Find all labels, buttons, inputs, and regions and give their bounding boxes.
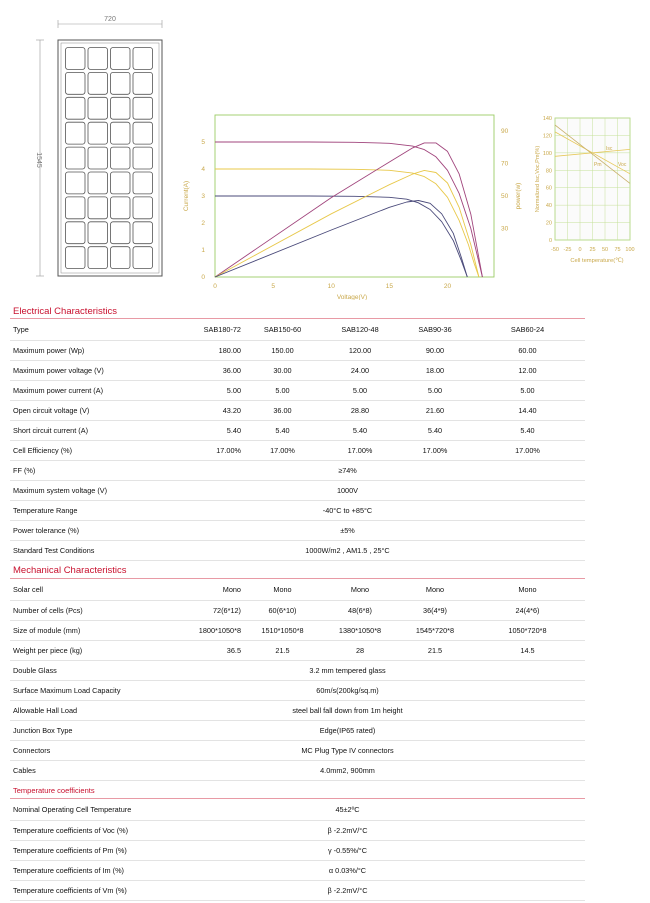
row-value: Mono bbox=[400, 580, 470, 600]
row-value: 5.40 bbox=[170, 420, 245, 440]
module-cell bbox=[66, 72, 86, 94]
iv-y-tick-label: 3 bbox=[201, 193, 205, 200]
module-cell bbox=[133, 247, 153, 269]
electrical-section-title: Electrical Characteristics bbox=[13, 306, 117, 317]
module-cell bbox=[111, 172, 131, 194]
module-cell bbox=[66, 197, 86, 219]
row-label: Maximum system voltage (V) bbox=[10, 480, 170, 500]
iv-x-label: Voltage(V) bbox=[336, 294, 368, 300]
module-cell bbox=[66, 247, 86, 269]
temp-line-label-voc: Voc bbox=[618, 162, 627, 168]
row-value: 1545*720*8 bbox=[400, 620, 470, 640]
row-value: 60(6*10) bbox=[245, 600, 320, 620]
iv-x-tick-label: 10 bbox=[327, 283, 335, 290]
row-label: Cables bbox=[10, 760, 170, 780]
row-label: Power tolerance (%) bbox=[10, 520, 170, 540]
row-label: Temperature coefficients of Voc (%) bbox=[10, 820, 170, 840]
module-cell bbox=[66, 122, 86, 144]
module-cell bbox=[66, 222, 86, 244]
row-value: 24(4*6) bbox=[470, 600, 585, 620]
temp-x-tick-label: 0 bbox=[578, 247, 582, 253]
module-cell bbox=[133, 72, 153, 94]
electrical-table bbox=[10, 320, 585, 561]
row-label: Maximum power current (A) bbox=[10, 380, 170, 400]
temp-y-tick-label: 40 bbox=[545, 203, 552, 210]
table-row bbox=[10, 320, 585, 340]
module-cell bbox=[88, 172, 108, 194]
module-drawing bbox=[35, 16, 162, 276]
module-cell bbox=[88, 122, 108, 144]
iv-y2-tick-label: 70 bbox=[501, 160, 509, 168]
module-cell bbox=[111, 247, 131, 269]
table-row bbox=[10, 580, 585, 600]
row-label: Surface Maximum Load Capacity bbox=[10, 680, 170, 700]
row-value: 1380*1050*8 bbox=[320, 620, 400, 640]
row-value: 5.00 bbox=[245, 380, 320, 400]
row-value: 36.00 bbox=[170, 360, 245, 380]
row-value-span: 1000V bbox=[170, 480, 470, 500]
row-value: 36(4*9) bbox=[400, 600, 470, 620]
row-value: 28.80 bbox=[320, 400, 400, 420]
row-label: Cell Efficiency (%) bbox=[10, 440, 170, 460]
iv-y-tick-label: 4 bbox=[201, 166, 205, 173]
temp-y-tick-label: 20 bbox=[545, 220, 552, 227]
row-spacer bbox=[470, 480, 585, 500]
row-value: Mono bbox=[170, 580, 245, 600]
row-value: SAB90-36 bbox=[400, 320, 470, 340]
row-value: 5.40 bbox=[245, 420, 320, 440]
row-value-span: γ -0.55%/°C bbox=[170, 840, 470, 860]
module-cell bbox=[133, 97, 153, 119]
row-value: 17.00% bbox=[470, 440, 585, 460]
module-cell bbox=[88, 72, 108, 94]
row-value: 30.00 bbox=[245, 360, 320, 380]
row-value-span: ±5% bbox=[170, 520, 470, 540]
row-value: 12.00 bbox=[470, 360, 585, 380]
row-label: Maximum power (Wp) bbox=[10, 340, 170, 360]
module-cell bbox=[88, 222, 108, 244]
figures-svg bbox=[0, 0, 650, 300]
iv-y-tick-label: 1 bbox=[201, 247, 205, 254]
module-frame bbox=[58, 40, 162, 276]
module-cell bbox=[66, 172, 86, 194]
row-value: 5.00 bbox=[470, 380, 585, 400]
table-row bbox=[10, 700, 585, 720]
module-cell bbox=[88, 147, 108, 169]
mechanical-section-rule bbox=[10, 578, 585, 579]
row-value: 1510*1050*8 bbox=[245, 620, 320, 640]
electrical-section-rule bbox=[10, 318, 585, 319]
module-cell bbox=[111, 72, 131, 94]
temperature-section-rule bbox=[10, 798, 585, 799]
iv-y-left-label: Current(A) bbox=[183, 180, 190, 212]
row-label: Allowable Hall Load bbox=[10, 700, 170, 720]
mechanical-section-title: Mechanical Characteristics bbox=[13, 565, 127, 576]
temp-line-label-isc: Isc bbox=[606, 146, 613, 152]
iv-x-tick-label: 0 bbox=[213, 283, 217, 290]
table-row bbox=[10, 500, 585, 520]
table-row bbox=[10, 600, 585, 620]
height-dimension-label: 1545 bbox=[35, 152, 42, 168]
module-cell bbox=[111, 222, 131, 244]
row-spacer bbox=[470, 680, 585, 700]
row-label: Temperature coefficients of Im (%) bbox=[10, 860, 170, 880]
row-value: 21.60 bbox=[400, 400, 470, 420]
iv-y-tick-label: 0 bbox=[201, 274, 205, 281]
table-row bbox=[10, 660, 585, 680]
temp-x-tick-label: 25 bbox=[589, 247, 596, 253]
row-spacer bbox=[470, 740, 585, 760]
table-row bbox=[10, 420, 585, 440]
temp-y-tick-label: 80 bbox=[545, 168, 552, 175]
table-row bbox=[10, 440, 585, 460]
module-cell bbox=[88, 197, 108, 219]
row-value: 90.00 bbox=[400, 340, 470, 360]
module-cell bbox=[111, 197, 131, 219]
iv-x-tick-label: 15 bbox=[385, 283, 393, 290]
figures-area bbox=[0, 0, 650, 300]
row-value: SAB120-48 bbox=[320, 320, 400, 340]
row-value-span: -40°C to +85°C bbox=[170, 500, 470, 520]
row-spacer bbox=[470, 500, 585, 520]
module-cell bbox=[111, 147, 131, 169]
module-cell bbox=[88, 48, 108, 70]
table-row bbox=[10, 680, 585, 700]
pv-curve bbox=[215, 201, 467, 278]
row-value-span: β -2.2mV/°C bbox=[170, 820, 470, 840]
iv-y2-tick-label: 90 bbox=[501, 128, 509, 136]
row-label: FF (%) bbox=[10, 460, 170, 480]
row-value-span: 3.2 mm tempered glass bbox=[170, 660, 470, 680]
row-value: Mono bbox=[245, 580, 320, 600]
table-row bbox=[10, 620, 585, 640]
row-label: Junction Box Type bbox=[10, 720, 170, 740]
row-value: 17.00% bbox=[245, 440, 320, 460]
table-row bbox=[10, 720, 585, 740]
row-value-span: α 0.03%/°C bbox=[170, 860, 470, 880]
row-spacer bbox=[470, 660, 585, 680]
row-value-span: MC Plug Type IV connectors bbox=[170, 740, 470, 760]
table-row bbox=[10, 520, 585, 540]
iv-y-right-label: power(w) bbox=[515, 182, 522, 210]
module-cell bbox=[111, 97, 131, 119]
row-value-span: ≥74% bbox=[170, 460, 470, 480]
row-label: Double Glass bbox=[10, 660, 170, 680]
row-label: Number of cells (Pcs) bbox=[10, 600, 170, 620]
table-row bbox=[10, 640, 585, 660]
temperature-section-title: Temperature coefficients bbox=[13, 786, 95, 795]
table-row bbox=[10, 380, 585, 400]
row-spacer bbox=[470, 720, 585, 740]
row-label: Standard Test Conditions bbox=[10, 540, 170, 560]
temp-line-label-pm: Pm bbox=[594, 162, 602, 168]
row-value: 150.00 bbox=[245, 340, 320, 360]
module-cell bbox=[88, 97, 108, 119]
iv-y-tick-label: 2 bbox=[201, 220, 205, 227]
row-spacer bbox=[470, 540, 585, 560]
row-label: Nominal Operating Cell Temperature bbox=[10, 800, 170, 820]
mechanical-table bbox=[10, 580, 585, 781]
row-value-span: 60m/s(200kg/sq.m) bbox=[170, 680, 470, 700]
iv-pv-chart bbox=[183, 115, 522, 300]
row-value: 17.00% bbox=[400, 440, 470, 460]
table-row bbox=[10, 540, 585, 560]
iv-y-tick-label: 5 bbox=[201, 139, 205, 146]
row-value: 18.00 bbox=[400, 360, 470, 380]
module-cell bbox=[66, 147, 86, 169]
table-row bbox=[10, 360, 585, 380]
row-value-span: 1000W/m2 , AM1.5 , 25°C bbox=[170, 540, 470, 560]
iv-x-tick-label: 5 bbox=[271, 283, 275, 290]
module-cell bbox=[133, 122, 153, 144]
table-row bbox=[10, 880, 585, 900]
iv-curve bbox=[215, 142, 482, 277]
iv-y2-tick-label: 30 bbox=[501, 225, 509, 233]
module-cell bbox=[111, 48, 131, 70]
temperature-table bbox=[10, 800, 585, 901]
table-row bbox=[10, 480, 585, 500]
row-label: Short circuit current (A) bbox=[10, 420, 170, 440]
row-value: 5.00 bbox=[320, 380, 400, 400]
row-label: Weight per piece (kg) bbox=[10, 640, 170, 660]
table-row bbox=[10, 800, 585, 820]
temp-x-tick-label: -50 bbox=[551, 247, 559, 253]
row-value: 180.00 bbox=[170, 340, 245, 360]
temperature-chart bbox=[535, 116, 635, 264]
row-label: Open circuit voltage (V) bbox=[10, 400, 170, 420]
temp-y-tick-label: 140 bbox=[542, 116, 552, 122]
module-cell bbox=[133, 147, 153, 169]
row-value: 36.00 bbox=[245, 400, 320, 420]
row-value: SAB60-24 bbox=[470, 320, 585, 340]
iv-y2-tick-label: 50 bbox=[501, 193, 509, 200]
width-dimension-label: 720 bbox=[104, 16, 116, 23]
temp-y-tick-label: 60 bbox=[545, 185, 552, 192]
table-row bbox=[10, 860, 585, 880]
row-value-span: β -2.2mV/°C bbox=[170, 880, 470, 900]
pv-curve bbox=[215, 143, 482, 277]
row-value: 48(6*8) bbox=[320, 600, 400, 620]
row-spacer bbox=[470, 520, 585, 540]
module-cell bbox=[88, 247, 108, 269]
temp-y-label: Normalized Isc,Voc,Pm(%) bbox=[535, 145, 541, 213]
module-cell bbox=[133, 222, 153, 244]
row-value: 60.00 bbox=[470, 340, 585, 360]
row-label: Temperature coefficients of Vm (%) bbox=[10, 880, 170, 900]
row-value: 24.00 bbox=[320, 360, 400, 380]
row-spacer bbox=[470, 860, 585, 880]
temp-x-label: Cell temperature(℃) bbox=[570, 258, 624, 264]
table-row bbox=[10, 840, 585, 860]
row-value: 5.40 bbox=[470, 420, 585, 440]
temp-x-tick-label: 75 bbox=[614, 247, 621, 253]
row-label: Size of module (mm) bbox=[10, 620, 170, 640]
row-value-span: Edge(IP65 rated) bbox=[170, 720, 470, 740]
row-value: 5.00 bbox=[400, 380, 470, 400]
row-value: SAB150-60 bbox=[245, 320, 320, 340]
temp-x-tick-label: 100 bbox=[625, 247, 635, 253]
row-spacer bbox=[470, 700, 585, 720]
row-label: Maximum power voltage (V) bbox=[10, 360, 170, 380]
row-value: 36.5 bbox=[170, 640, 245, 660]
row-label: Temperature coefficients of Pm (%) bbox=[10, 840, 170, 860]
row-value: 28 bbox=[320, 640, 400, 660]
module-cell bbox=[66, 48, 86, 70]
iv-curve bbox=[215, 196, 467, 277]
temp-x-tick-label: 50 bbox=[601, 247, 609, 253]
temp-y-tick-label: 0 bbox=[548, 238, 552, 244]
row-label: Connectors bbox=[10, 740, 170, 760]
row-value: 1050*720*8 bbox=[470, 620, 585, 640]
row-value: 21.5 bbox=[400, 640, 470, 660]
temp-y-tick-label: 100 bbox=[542, 150, 552, 157]
row-value: 14.5 bbox=[470, 640, 585, 660]
temp-y-tick-label: 120 bbox=[542, 133, 552, 140]
row-value: 17.00% bbox=[170, 440, 245, 460]
temp-x-tick-label: -25 bbox=[563, 247, 572, 253]
row-value: Mono bbox=[470, 580, 585, 600]
row-value: 120.00 bbox=[320, 340, 400, 360]
module-cell bbox=[111, 122, 131, 144]
row-value: 17.00% bbox=[320, 440, 400, 460]
table-row bbox=[10, 820, 585, 840]
row-value: Mono bbox=[320, 580, 400, 600]
row-value-span: steel ball fall down from 1m height bbox=[170, 700, 470, 720]
row-value: 5.40 bbox=[400, 420, 470, 440]
module-cell bbox=[133, 197, 153, 219]
row-value: 1800*1050*8 bbox=[170, 620, 245, 640]
row-label: Temperature Range bbox=[10, 500, 170, 520]
row-value: 5.40 bbox=[320, 420, 400, 440]
row-value: 21.5 bbox=[245, 640, 320, 660]
module-cell bbox=[133, 172, 153, 194]
table-row bbox=[10, 740, 585, 760]
row-label: Type bbox=[10, 320, 170, 340]
row-value: 72(6*12) bbox=[170, 600, 245, 620]
row-spacer bbox=[470, 820, 585, 840]
row-value: 14.40 bbox=[470, 400, 585, 420]
row-value-span: 45±2ºC bbox=[170, 800, 470, 820]
row-spacer bbox=[470, 800, 585, 820]
table-row bbox=[10, 460, 585, 480]
row-spacer bbox=[470, 840, 585, 860]
row-label: Solar cell bbox=[10, 580, 170, 600]
iv-x-tick-label: 20 bbox=[443, 283, 452, 290]
table-row bbox=[10, 760, 585, 780]
row-spacer bbox=[470, 880, 585, 900]
table-row bbox=[10, 400, 585, 420]
row-value: 5.00 bbox=[170, 380, 245, 400]
row-spacer bbox=[470, 760, 585, 780]
module-cell bbox=[133, 48, 153, 70]
row-value-span: 4.0mm2, 900mm bbox=[170, 760, 470, 780]
row-spacer bbox=[470, 460, 585, 480]
module-cell bbox=[66, 97, 86, 119]
row-value: 43.20 bbox=[170, 400, 245, 420]
row-value: SAB180-72 bbox=[170, 320, 245, 340]
table-row bbox=[10, 340, 585, 360]
